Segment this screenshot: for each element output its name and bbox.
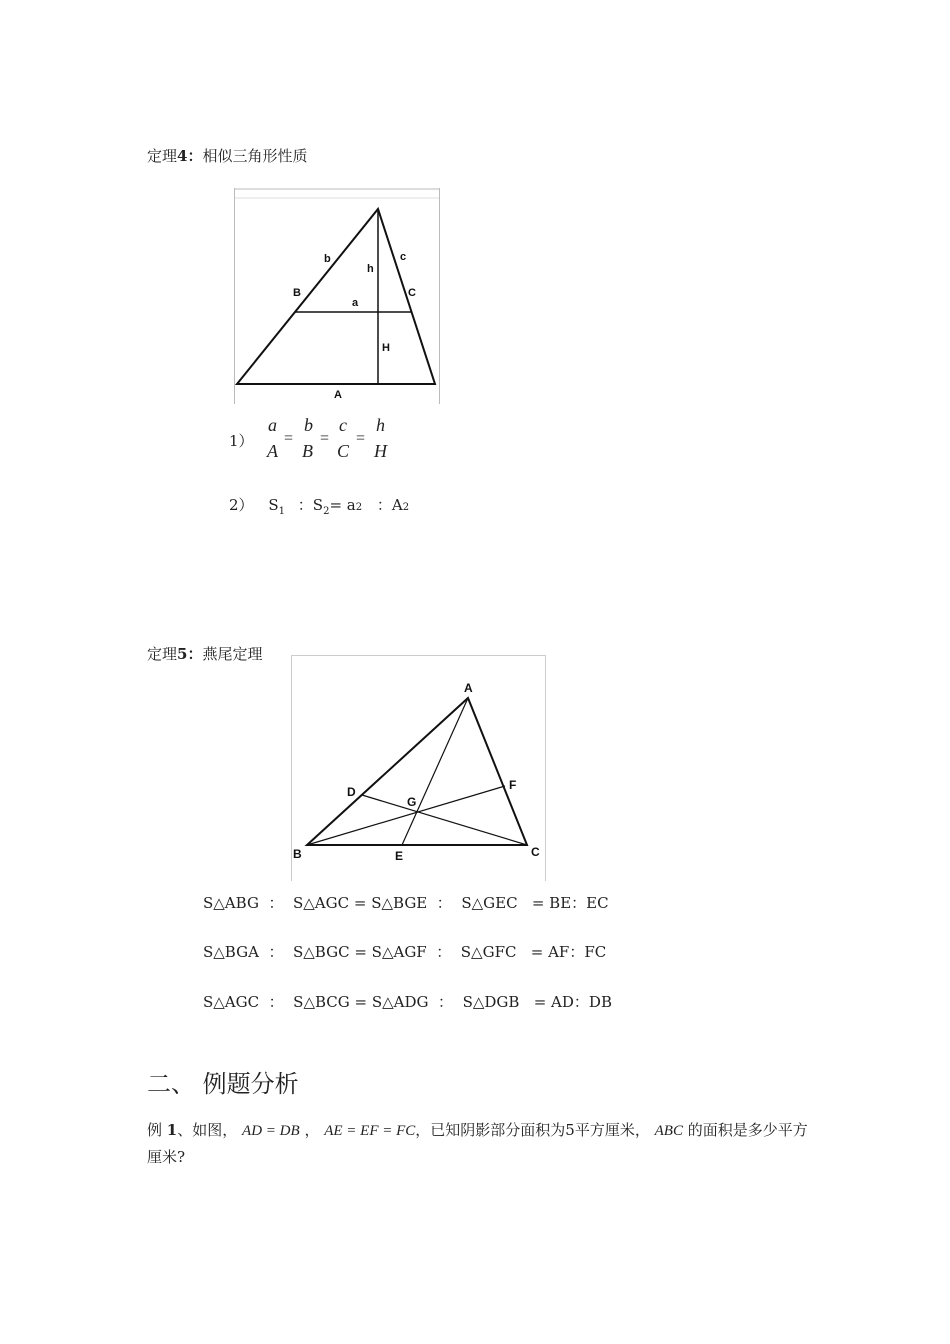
comma-1: ，: [304, 1121, 320, 1139]
cevian-ae: [402, 698, 468, 845]
swallowtail-equation-1: S△ABG ： S△AGC = S△BGE ： S△GEC = BE：EC: [203, 894, 609, 912]
area-s2: [312, 496, 330, 517]
formula-2: [229, 494, 409, 517]
frac-num-a: a: [268, 415, 277, 435]
frac-num-c: c: [339, 415, 347, 435]
example-1-text: [147, 1117, 817, 1170]
ratio-colon: ：: [297, 496, 313, 514]
equals-1: =: [284, 430, 294, 447]
point-A: A: [464, 681, 473, 695]
s2-symbol: S: [312, 496, 324, 514]
s1-subscript: 1: [278, 506, 285, 517]
frac-den-H: H: [374, 441, 387, 461]
theorem-4-sep: ：: [187, 147, 203, 165]
theorem-5-text: 燕尾定理: [202, 645, 263, 663]
theorem-4-number: 4: [177, 147, 188, 165]
label-a: a: [352, 297, 359, 309]
label-C: C: [408, 287, 416, 299]
cevian-cd: [362, 795, 527, 845]
a-exponent: 2: [355, 502, 363, 513]
example-1-mid: ，已知阴影部分面积为5平方厘米，: [415, 1121, 650, 1139]
equals-3: =: [356, 430, 366, 447]
point-C: C: [531, 845, 540, 859]
label-c: c: [400, 251, 407, 263]
point-G: G: [407, 795, 417, 809]
frac-den-A: A: [267, 441, 278, 461]
frac-num-b: b: [304, 415, 313, 435]
formula-1: [229, 430, 254, 451]
formula-1-index: 1）: [229, 432, 254, 450]
swallowtail-figure: [291, 655, 546, 881]
example-1-end: 的面积是多少平方厘米?: [147, 1121, 808, 1166]
A-exponent: 2: [402, 502, 410, 513]
swallowtail-equation-2: S△BGA ： S△BGC = S△AGF ： S△GFC = AF：FC: [203, 943, 607, 961]
theorem-4-text: 相似三角形性质: [202, 147, 308, 165]
frac-num-h: h: [376, 415, 385, 435]
label-B: B: [293, 287, 301, 299]
theorem-5-title: [147, 643, 262, 664]
example-1-rest: 、如图，: [177, 1121, 238, 1139]
condition-ae-ef-fc: AE = EF = FC: [324, 1123, 416, 1139]
theorem-4-prefix: 定理: [147, 147, 178, 165]
theorem-5-prefix: 定理: [147, 645, 178, 663]
formula-1-fractions: [262, 412, 392, 464]
theorem-4-title: [147, 145, 307, 166]
s2-subscript: 2: [323, 506, 330, 517]
large-triangle: [237, 209, 435, 384]
s1-symbol: S: [268, 496, 279, 514]
point-E: E: [395, 849, 404, 863]
equals-a: = a: [329, 496, 356, 514]
section-heading: 二、 例题分析: [147, 1070, 299, 1098]
area-s1: [268, 496, 285, 517]
frac-den-C: C: [337, 441, 350, 461]
point-B: B: [293, 847, 302, 861]
equals-2: =: [320, 430, 330, 447]
swallowtail-equation-3: S△AGC ： S△BCG = S△ADG ： S△DGB = AD：DB: [203, 993, 612, 1011]
point-D: D: [347, 785, 356, 799]
label-h: h: [367, 263, 374, 275]
label-H: H: [382, 342, 390, 354]
point-F: F: [509, 778, 517, 792]
similar-triangles-figure: [234, 188, 440, 404]
triangle-abc-name: ABC: [654, 1123, 683, 1139]
label-A: A: [334, 389, 342, 401]
formula-2-index: 2）: [229, 496, 254, 514]
ratio-A: ：A: [376, 496, 403, 514]
example-1-number: 1: [166, 1121, 178, 1139]
theorem-5-number: 5: [177, 645, 188, 663]
example-1-prefix: 例: [147, 1121, 163, 1139]
frac-den-B: B: [302, 441, 313, 461]
condition-ad-db: AD = DB: [242, 1123, 300, 1139]
label-b: b: [324, 253, 331, 265]
triangle-abc: [307, 698, 527, 845]
theorem-5-sep: ：: [187, 645, 203, 663]
